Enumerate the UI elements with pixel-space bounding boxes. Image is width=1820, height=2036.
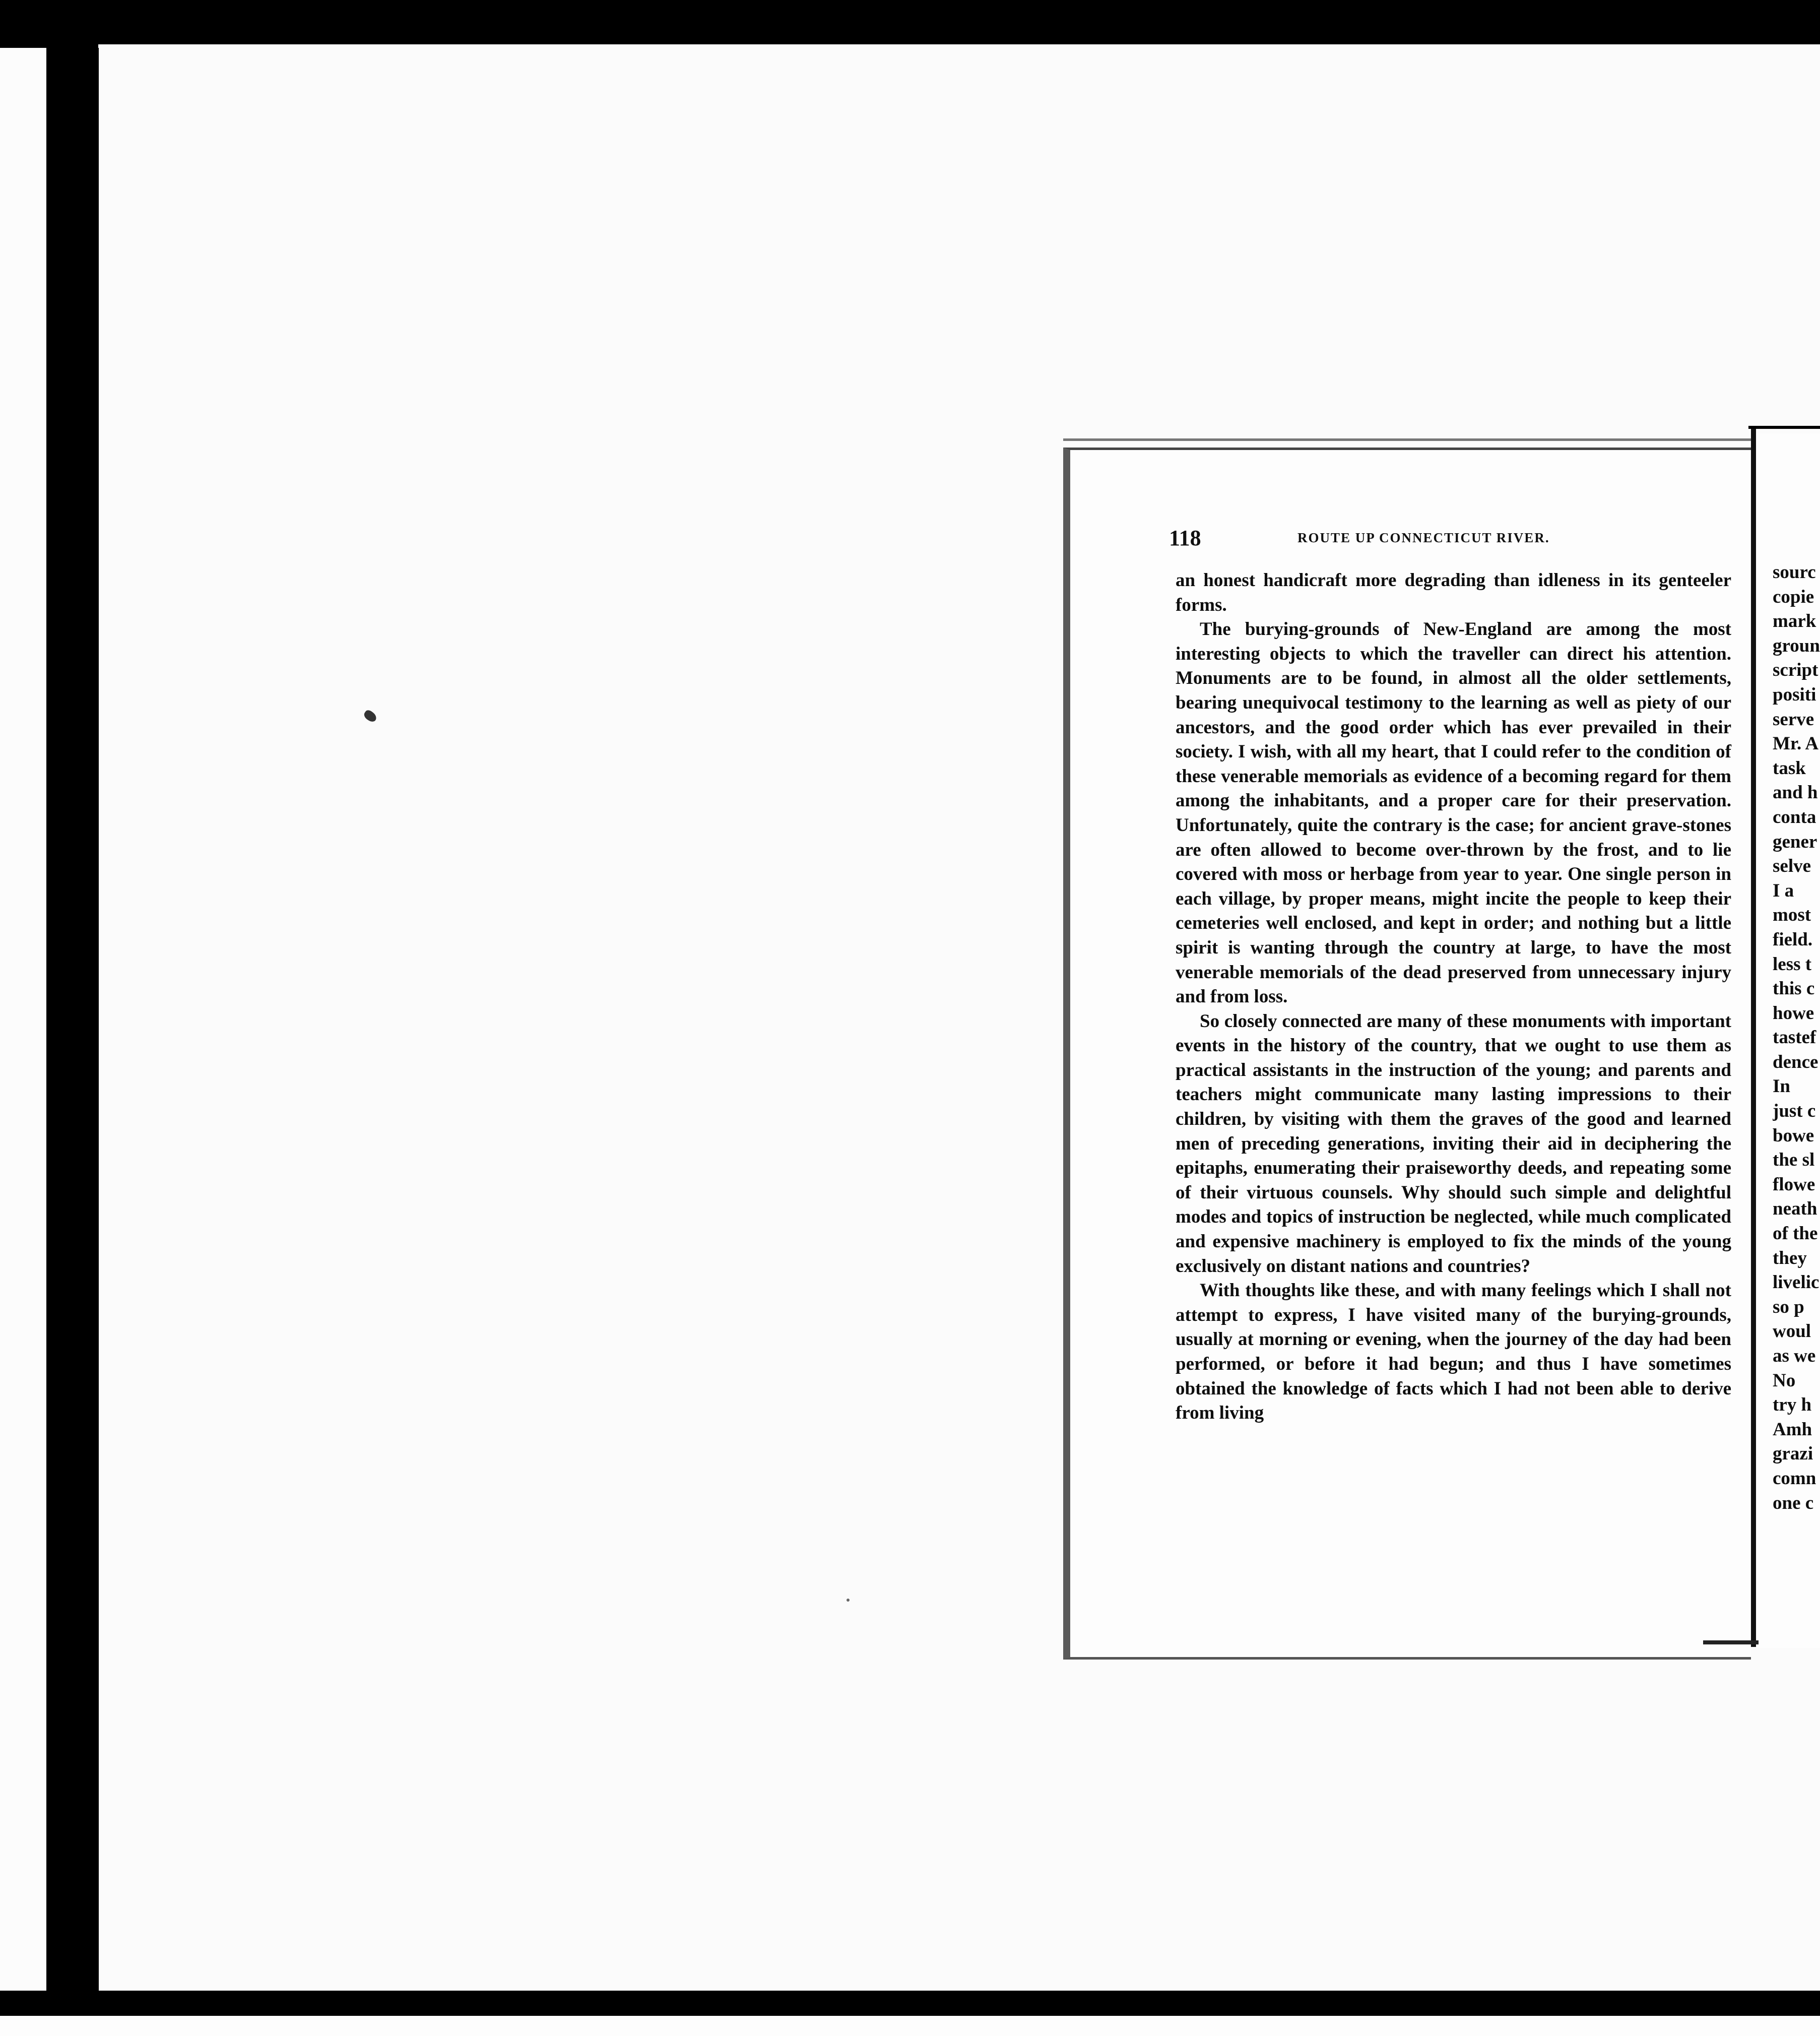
facing-page-line: and h xyxy=(1773,782,1818,803)
facing-page-line: comn xyxy=(1773,1468,1816,1489)
running-head: ROUTE UP CONNECTICUT RIVER. xyxy=(1297,530,1550,545)
paragraph: With thoughts like these, and with many feelings which I shall not attempt to express, I have visited many of the burying-grounds, usually at morning or evening, when the journey of the day had been performed, or before it had begun; and thus I have sometimes obtained the knowledge of facts which I had not been able to derive from living xyxy=(1176,1280,1731,1424)
page-bottom-edge xyxy=(1703,1640,1759,1644)
facing-page-line: they xyxy=(1773,1247,1807,1268)
facing-page-line: neath xyxy=(1773,1198,1817,1220)
facing-page-line: woul xyxy=(1773,1321,1811,1342)
facing-page-line: most xyxy=(1773,905,1811,926)
facing-page-line: No xyxy=(1773,1370,1796,1391)
next-frame-strip xyxy=(0,2016,1820,2036)
book-gutter xyxy=(1751,427,1756,1647)
facing-page-line: howe xyxy=(1773,1002,1814,1024)
page-header xyxy=(1169,525,1733,550)
facing-page-line: as we xyxy=(1773,1346,1816,1366)
facing-page-line: copie xyxy=(1773,586,1814,607)
facing-page-line: tastef xyxy=(1773,1027,1816,1048)
facing-page-line: of the xyxy=(1773,1223,1818,1244)
paragraph: an honest handicraft more degrading than idleness in its genteeler forms. xyxy=(1176,570,1731,615)
facing-page-text xyxy=(1773,560,1820,1515)
body-text xyxy=(1176,568,1731,1526)
facing-page-line: script xyxy=(1773,660,1818,681)
adjacent-frame-strip xyxy=(0,48,46,1998)
facing-page-line: task xyxy=(1773,757,1806,779)
facing-page-line: just c xyxy=(1773,1101,1816,1122)
facing-page-line: one c xyxy=(1773,1492,1814,1513)
facing-page-line: selve xyxy=(1773,856,1811,877)
facing-page-line: I a xyxy=(1773,880,1794,901)
facing-page-line: sourc xyxy=(1773,562,1816,583)
facing-page-line: flowe xyxy=(1773,1174,1815,1195)
facing-page-line: gener xyxy=(1773,831,1817,852)
page-number: 118 xyxy=(1169,526,1201,550)
facing-page-line: In xyxy=(1773,1076,1790,1097)
facing-page-line: less t xyxy=(1773,953,1812,975)
facing-page-line: this c xyxy=(1773,978,1815,999)
frame-border xyxy=(46,48,99,1998)
paragraph: So closely connected are many of these monuments with important events in the history of the country, that we ought to use them as practical assistants in the instruction of the young; and parents and teachers might communicate many lasting impressions to their children, by visiting with them the graves of the good and learned men of preceding generations, inviting their aid in deciphering the epitaphs, enumerating their praiseworthy deeds, and repeating some of their virtuous counsels. Why should such simple and delightful modes and topics of instruction be neglected, while much complicated and expensive machinery is employed to fix the minds of the young exclusively on distant nations and countries? xyxy=(1176,1010,1731,1277)
facing-page-line: groun xyxy=(1773,635,1820,656)
facing-page-top-edge xyxy=(1748,426,1820,441)
facing-page-line: Mr. A xyxy=(1773,733,1819,754)
facing-page-line: Amh xyxy=(1773,1419,1812,1440)
facing-page-line: grazi xyxy=(1773,1443,1813,1465)
facing-page-line: mark xyxy=(1773,611,1816,632)
facing-page-line: field. xyxy=(1773,929,1813,950)
facing-page-line: so p xyxy=(1773,1296,1804,1317)
facing-page-line: serve xyxy=(1773,709,1814,730)
facing-page-line: try h xyxy=(1773,1394,1812,1416)
facing-page-line: bowe xyxy=(1773,1125,1814,1146)
paragraph: The burying-grounds of New-England are among the most interesting objects to which the traveller can direct his attention. Monuments are to be found, in almost all the older settlements, bearing unequivocal testimony to the learning as well as piety of our ancestors, and the good order which has ever prevailed in their society. I wish, with all my heart, that I could refer to the condition of these venerable memorials as evidence of a becoming regard for them among the inhabitants, and a proper care for their preservation. Unfortunately, quite the contrary is the case; for ancient grave-stones are often allowed to become over-thrown by the frost, and to lie covered with moss or herbage from year to year. One single person in each village, by proper means, might incite the people to keep their cemeteries well enclosed, and kept in order; and nothing but a little spirit is wanting through the country at large, to have the most venerable memorials of the dead preserved from unnecessary injury and from loss. xyxy=(1176,619,1731,1007)
facing-page-line: positi xyxy=(1773,684,1816,705)
scan-speck xyxy=(847,1599,850,1602)
facing-page-line: livelic xyxy=(1773,1272,1819,1293)
facing-page-line: the sl xyxy=(1773,1150,1815,1171)
facing-page-line: conta xyxy=(1773,806,1816,828)
facing-page-line: dence xyxy=(1773,1051,1818,1072)
